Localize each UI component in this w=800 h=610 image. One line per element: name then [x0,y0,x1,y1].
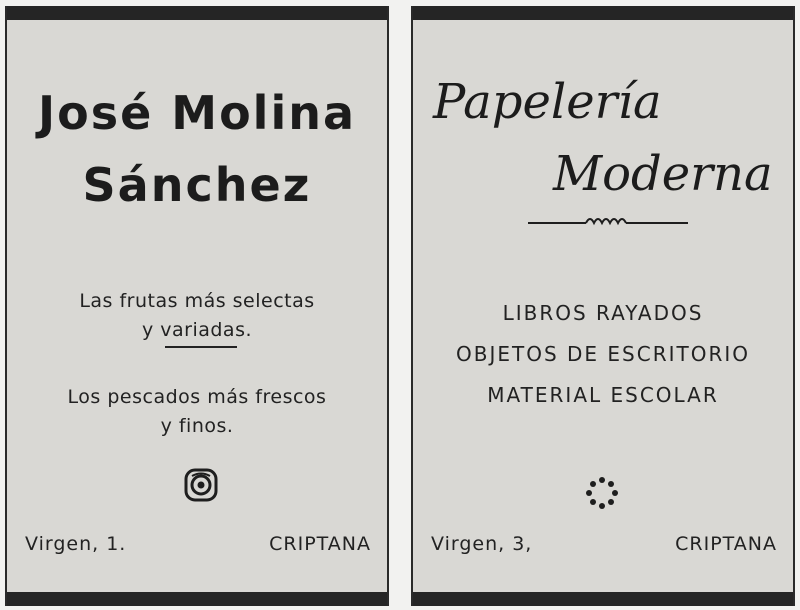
shop-name-line2: Moderna [553,146,773,202]
address: Virgen, 1. [25,533,127,555]
rose-ornament-icon [183,467,219,503]
address: Virgen, 3, [431,533,533,555]
bottom-border-bar [7,592,387,606]
fish-line1: Los pescados más frescos [67,386,327,408]
advertisement-jose-molina [5,6,389,606]
product-line3: MATERIAL ESCOLAR [487,383,719,407]
product-line1: LIBROS RAYADOS [502,301,704,325]
advertiser-name-line1: José Molina [37,86,356,140]
product-line2: OBJETOS DE ESCRITORIO [456,342,750,366]
dot-circle-icon [585,476,619,510]
advertiser-name-line2: Sánchez [82,158,312,212]
bottom-border-bar [413,592,793,606]
top-border-bar [7,6,387,20]
town: CRIPTANA [675,533,777,555]
town: CRIPTANA [269,533,371,555]
product-list [413,293,793,416]
top-border-bar [413,6,793,20]
fish-description [7,383,387,441]
shop-name-line1: Papelería [433,74,662,130]
fish-line2: y finos. [160,415,234,437]
divider-rule [165,346,237,348]
advertisement-papeleria-moderna [411,6,795,606]
fruit-line2: y variadas. [141,319,253,341]
wave-ornament-icon [528,213,688,229]
fruit-description [7,287,387,345]
fruit-line1: Las frutas más selectas [79,290,315,312]
